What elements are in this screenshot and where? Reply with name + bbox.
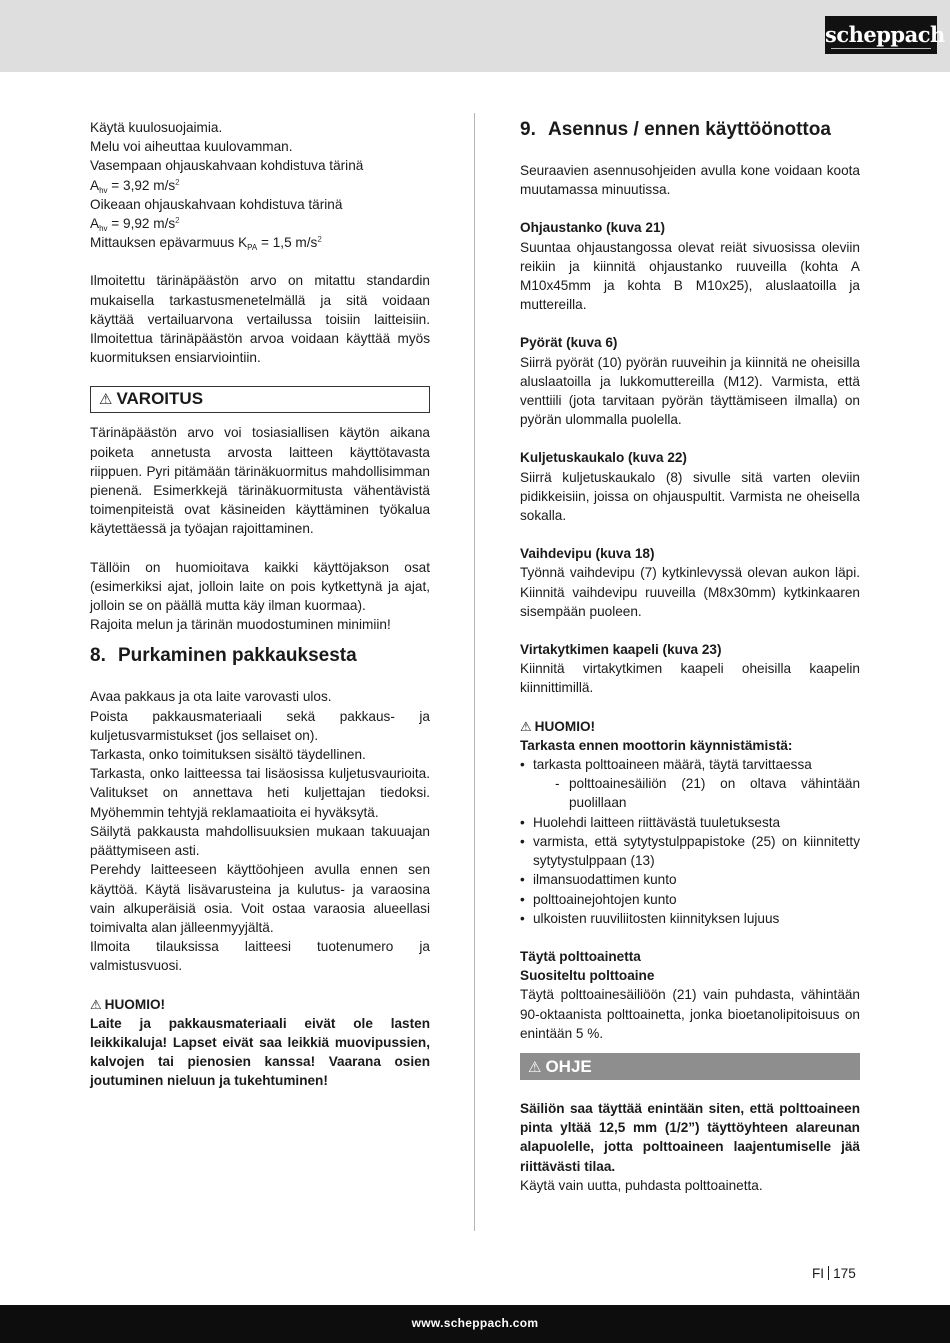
unpacking-paragraph: Avaa pakkaus ja ota laite varovasti ulos. xyxy=(90,689,332,705)
subsection-text: Työnnä vaihdevipu (7) kytkinlevyssä olevan aukon läpi. Kiinnitä vaihdevipu ruuveilla (M8x30mm) kytkinkaaren sisempään puoleen. xyxy=(520,565,860,619)
list-item: • varmista, että sytytystulppapistoke (25) on kiinnitetty sytytystulppaan (13) xyxy=(520,832,860,870)
unpacking-paragraph: Tarkasta, onko toimituksen sisältö täydellinen. xyxy=(90,747,366,763)
check-list xyxy=(520,755,860,928)
page-number-separator xyxy=(828,1266,829,1280)
caution-heading: ⚠ HUOMIO! xyxy=(520,717,860,736)
website-url[interactable]: www.scheppach.com xyxy=(411,1316,539,1330)
intro-line: Oikeaan ohjauskahvaan kohdistuva tärinä xyxy=(90,196,343,212)
subsection-text: Suuntaa ohjaustangossa olevat reiät sivuosissa oleviin reikiin ja kiinnitä ohjaustanko ruuveilla (kohta A M10x45mm ja kohta B M10x25), aluslaatoilla ja muttereilla. xyxy=(520,239,860,313)
right-column xyxy=(520,118,860,1195)
sub-list xyxy=(555,774,860,812)
limit-noise-line: Rajoita melun ja tärinän muodostuminen minimiin! xyxy=(90,617,391,633)
subsection-title: Kuljetuskaukalo (kuva 22) xyxy=(520,450,687,466)
check-before-start-title: Tarkasta ennen moottorin käynnistämistä: xyxy=(520,737,793,753)
scheppach-logo: scheppach xyxy=(825,16,937,54)
list-item: • Huolehdi laitteen riittävästä tuuletuksesta xyxy=(520,813,860,832)
left-column xyxy=(90,118,430,1091)
list-item: • tarkasta polttoaineen määrä, täytä tarvittaessa - polttoainesäiliön (21) on oltava vähintään puolillaan xyxy=(520,755,860,813)
intro-line: Melu voi aiheuttaa kuulovamman. xyxy=(90,139,293,155)
section-9-heading: 9. Asennus / ennen käyttöönottoa xyxy=(520,119,831,140)
assembly-intro: Seuraavien asennusohjeiden avulla kone voidaan koota muutamassa minuutissa. xyxy=(520,163,860,198)
fuel-text: Täytä polttoainesäiliöön (21) vain puhdasta, vähintään 90-oktaanista polttoainetta, jonka bioetanolipitoisuus on enintään 5 %. xyxy=(520,987,860,1041)
warning-triangle-icon: ⚠ xyxy=(90,996,102,1012)
note-box: ⚠ OHJE xyxy=(520,1053,860,1080)
unpacking-paragraph: Poista pakkausmateriaali sekä pakkaus- ja kuljetusvarmistukset (jos sellaiset on). xyxy=(90,708,430,743)
list-item: • polttoainejohtojen kunto xyxy=(520,890,860,909)
subsection-title: Vaihdevipu (kuva 18) xyxy=(520,546,655,562)
section-8-heading: 8. Purkaminen pakkauksesta xyxy=(90,645,357,667)
subsection-title: Virtakytkimen kaapeli (kuva 23) xyxy=(520,642,722,658)
uncertainty-value: Mittauksen epävarmuus $K_{PA} = 1,5$ $m/s^2$ xyxy=(90,235,322,253)
unpacking-paragraph: Perehdy laitteeseen käyttöohjeen avulla ennen sen käyttöä. Käytä lisävarusteina ja kulutus- ja varaosina vain alkuperäisiä osia. Voit ostaa varaosia alueellasi toimivalta alan jälleenmyyjältä. xyxy=(90,862,430,935)
list-item: • ulkoisten ruuviliitosten kiinnityksen lujuus xyxy=(520,909,860,928)
warning-triangle-icon: ⚠ xyxy=(520,718,532,734)
fuel-subtitle: Suositeltu polttoaine xyxy=(520,968,655,984)
subsection-text: Siirrä kuljetuskaukalo (8) sivulle sitä varten oleviin pidikkeisiin, joissa on ohjauspultit. Varmista ne oheisella sokalla. xyxy=(520,469,860,524)
subsection-title: Pyörät (kuva 6) xyxy=(520,335,618,351)
subsection-text: Siirrä pyörät (10) pyörän ruuveihin ja kiinnitä ne oheisilla aluslaatoilla ja lukkomuttereilla (M12). Varmista, että venttiili (jota tarvitaan pyörän täyttämiseen ilmalla) on pyörän ulommalla puolella. xyxy=(520,354,860,428)
caution-heading: ⚠ HUOMIO! xyxy=(90,995,430,1014)
intro-line: Vasempaan ohjauskahvaan kohdistuva tärinä xyxy=(90,158,364,174)
fill-level-note: Säiliön saa täyttää enintään siten, että polttoaineen pinta yltää 12,5 mm (1/2”) täyttöyhteen alareunan alapuolelle, jotta polttoaineen laajentumiselle jää riittävästi tilaa. xyxy=(520,1100,860,1174)
unpacking-paragraph: Tarkasta, onko laitteessa tai lisäosissa kuljetusvaurioita. Valitukset on annettava heti kuljettajan tiedoksi. Myöhemmin tehtyjä reklamaatioita ei hyväksytä. xyxy=(90,766,430,820)
vibration-right-value: $A_{hv} = 9,92$ $m/s^2$ xyxy=(90,216,180,234)
page-number: FI 175 xyxy=(812,1266,856,1281)
unpacking-paragraph: Säilytä pakkausta mahdollisuuksien mukaan takuuajan päättymiseen asti. xyxy=(90,823,430,859)
list-item: • ilmansuodattimen kunto xyxy=(520,870,860,889)
column-divider xyxy=(474,113,475,1231)
declared-value-paragraph: Ilmoitettu tärinäpäästön arvo on mitattu standardin mukaisella tarkastusmenetelmällä ja sitä voidaan käyttää vertailuarvona vertailussa toisiin laitteisiin. Ilmoitettua tärinäpäästön arvoa voidaan käyttää myös kuormituksen ensiarviointiin. xyxy=(90,273,430,366)
warning-box: ⚠ VAROITUS xyxy=(90,386,430,413)
fresh-fuel-note: Käytä vain uutta, puhdasta polttoainetta. xyxy=(520,1177,763,1193)
subsection-text: Kiinnitä virtakytkimen kaapeli oheisilla kaapelin kiinnittimillä. xyxy=(520,661,860,696)
intro-line: Käytä kuulosuojaimia. xyxy=(90,120,223,135)
vibration-left-value: $A_{hv} = 3,92$ $m/s^2$ xyxy=(90,177,180,195)
child-safety-warning: Laite ja pakkausmateriaali eivät ole lasten leikkikaluja! Lapset eivät saa leikkiä muovipussien, kalvojen tai pienosien kanssa! Vaarana osien joutuminen nieluun ja tukehtuminen! xyxy=(90,1015,430,1089)
vibration-paragraph: Tärinäpäästön arvo voi tosiasiallisen käytön aikana poiketa annetusta arvosta laitteen käyttötavasta riippuen. Pyri pitämään tärinäkuormitus mahdollisimman pienenä. Esimerkkejä tärinäkuormitusta vähentävistä toimenpiteistä ovat käsineiden käyttäminen työkalua käytettäessä ja työajan rajoittaminen. xyxy=(90,425,430,537)
footer-band xyxy=(0,1305,950,1343)
header-band xyxy=(0,0,950,72)
operating-cycle-paragraph: Tällöin on huomioitava kaikki käyttöjakson osat (esimerkiksi ajat, jolloin laite on pois kytkettynä ja ajat, jolloin se on päällä mutta käy ilman kuormaa). xyxy=(90,559,430,614)
sub-list-item: - polttoainesäiliön (21) on oltava vähintään puolillaan xyxy=(555,774,860,812)
subsection-title: Ohjaustanko (kuva 21) xyxy=(520,220,666,236)
fuel-title: Täytä polttoainetta xyxy=(520,948,641,964)
warning-triangle-icon: ⚠ xyxy=(528,1058,542,1076)
warning-triangle-icon: ⚠ xyxy=(99,391,113,409)
unpacking-paragraph: Ilmoita tilauksissa laitteesi tuotenumero ja valmistusvuosi. xyxy=(90,939,430,974)
